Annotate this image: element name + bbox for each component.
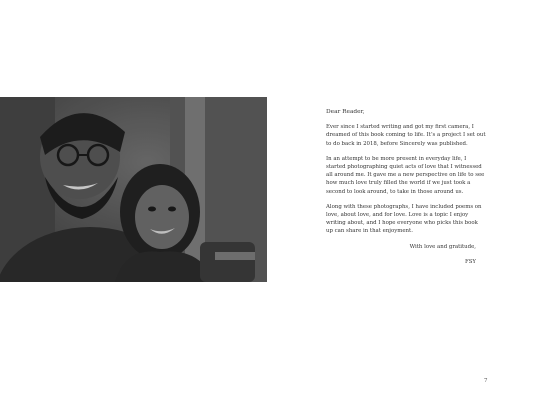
letter-greeting: Dear Reader, (326, 109, 365, 115)
letter-paragraph-2: In an attempt to be more present in everyday life, I started photographing quiet acts of love that I witnessed all around me. It gave me a new perspective on life to see how much love truly filled the world if we just took a second to look around, to take in those around us. (326, 155, 485, 195)
couple-photo-illustration (0, 97, 267, 282)
couple-photo (0, 97, 267, 282)
letter-signature: FSY (465, 258, 476, 265)
letter-closing: With love and gratitude, (409, 243, 476, 250)
letter-paragraph-3: Along with these photographs, I have included poems on love, about love, and for love. Love is a topic I enjoy writing about, and I hope everyone who picks this book up can share in that enjoyment. (326, 203, 482, 235)
letter-paragraph-1: Ever since I started writing and got my first camera, I dreamed of this book coming to life. It’s a project I set out to do back in 2018, before Sincerely was published. (326, 124, 486, 147)
letter-to-reader (326, 108, 486, 273)
page-number: 7 (484, 378, 488, 384)
